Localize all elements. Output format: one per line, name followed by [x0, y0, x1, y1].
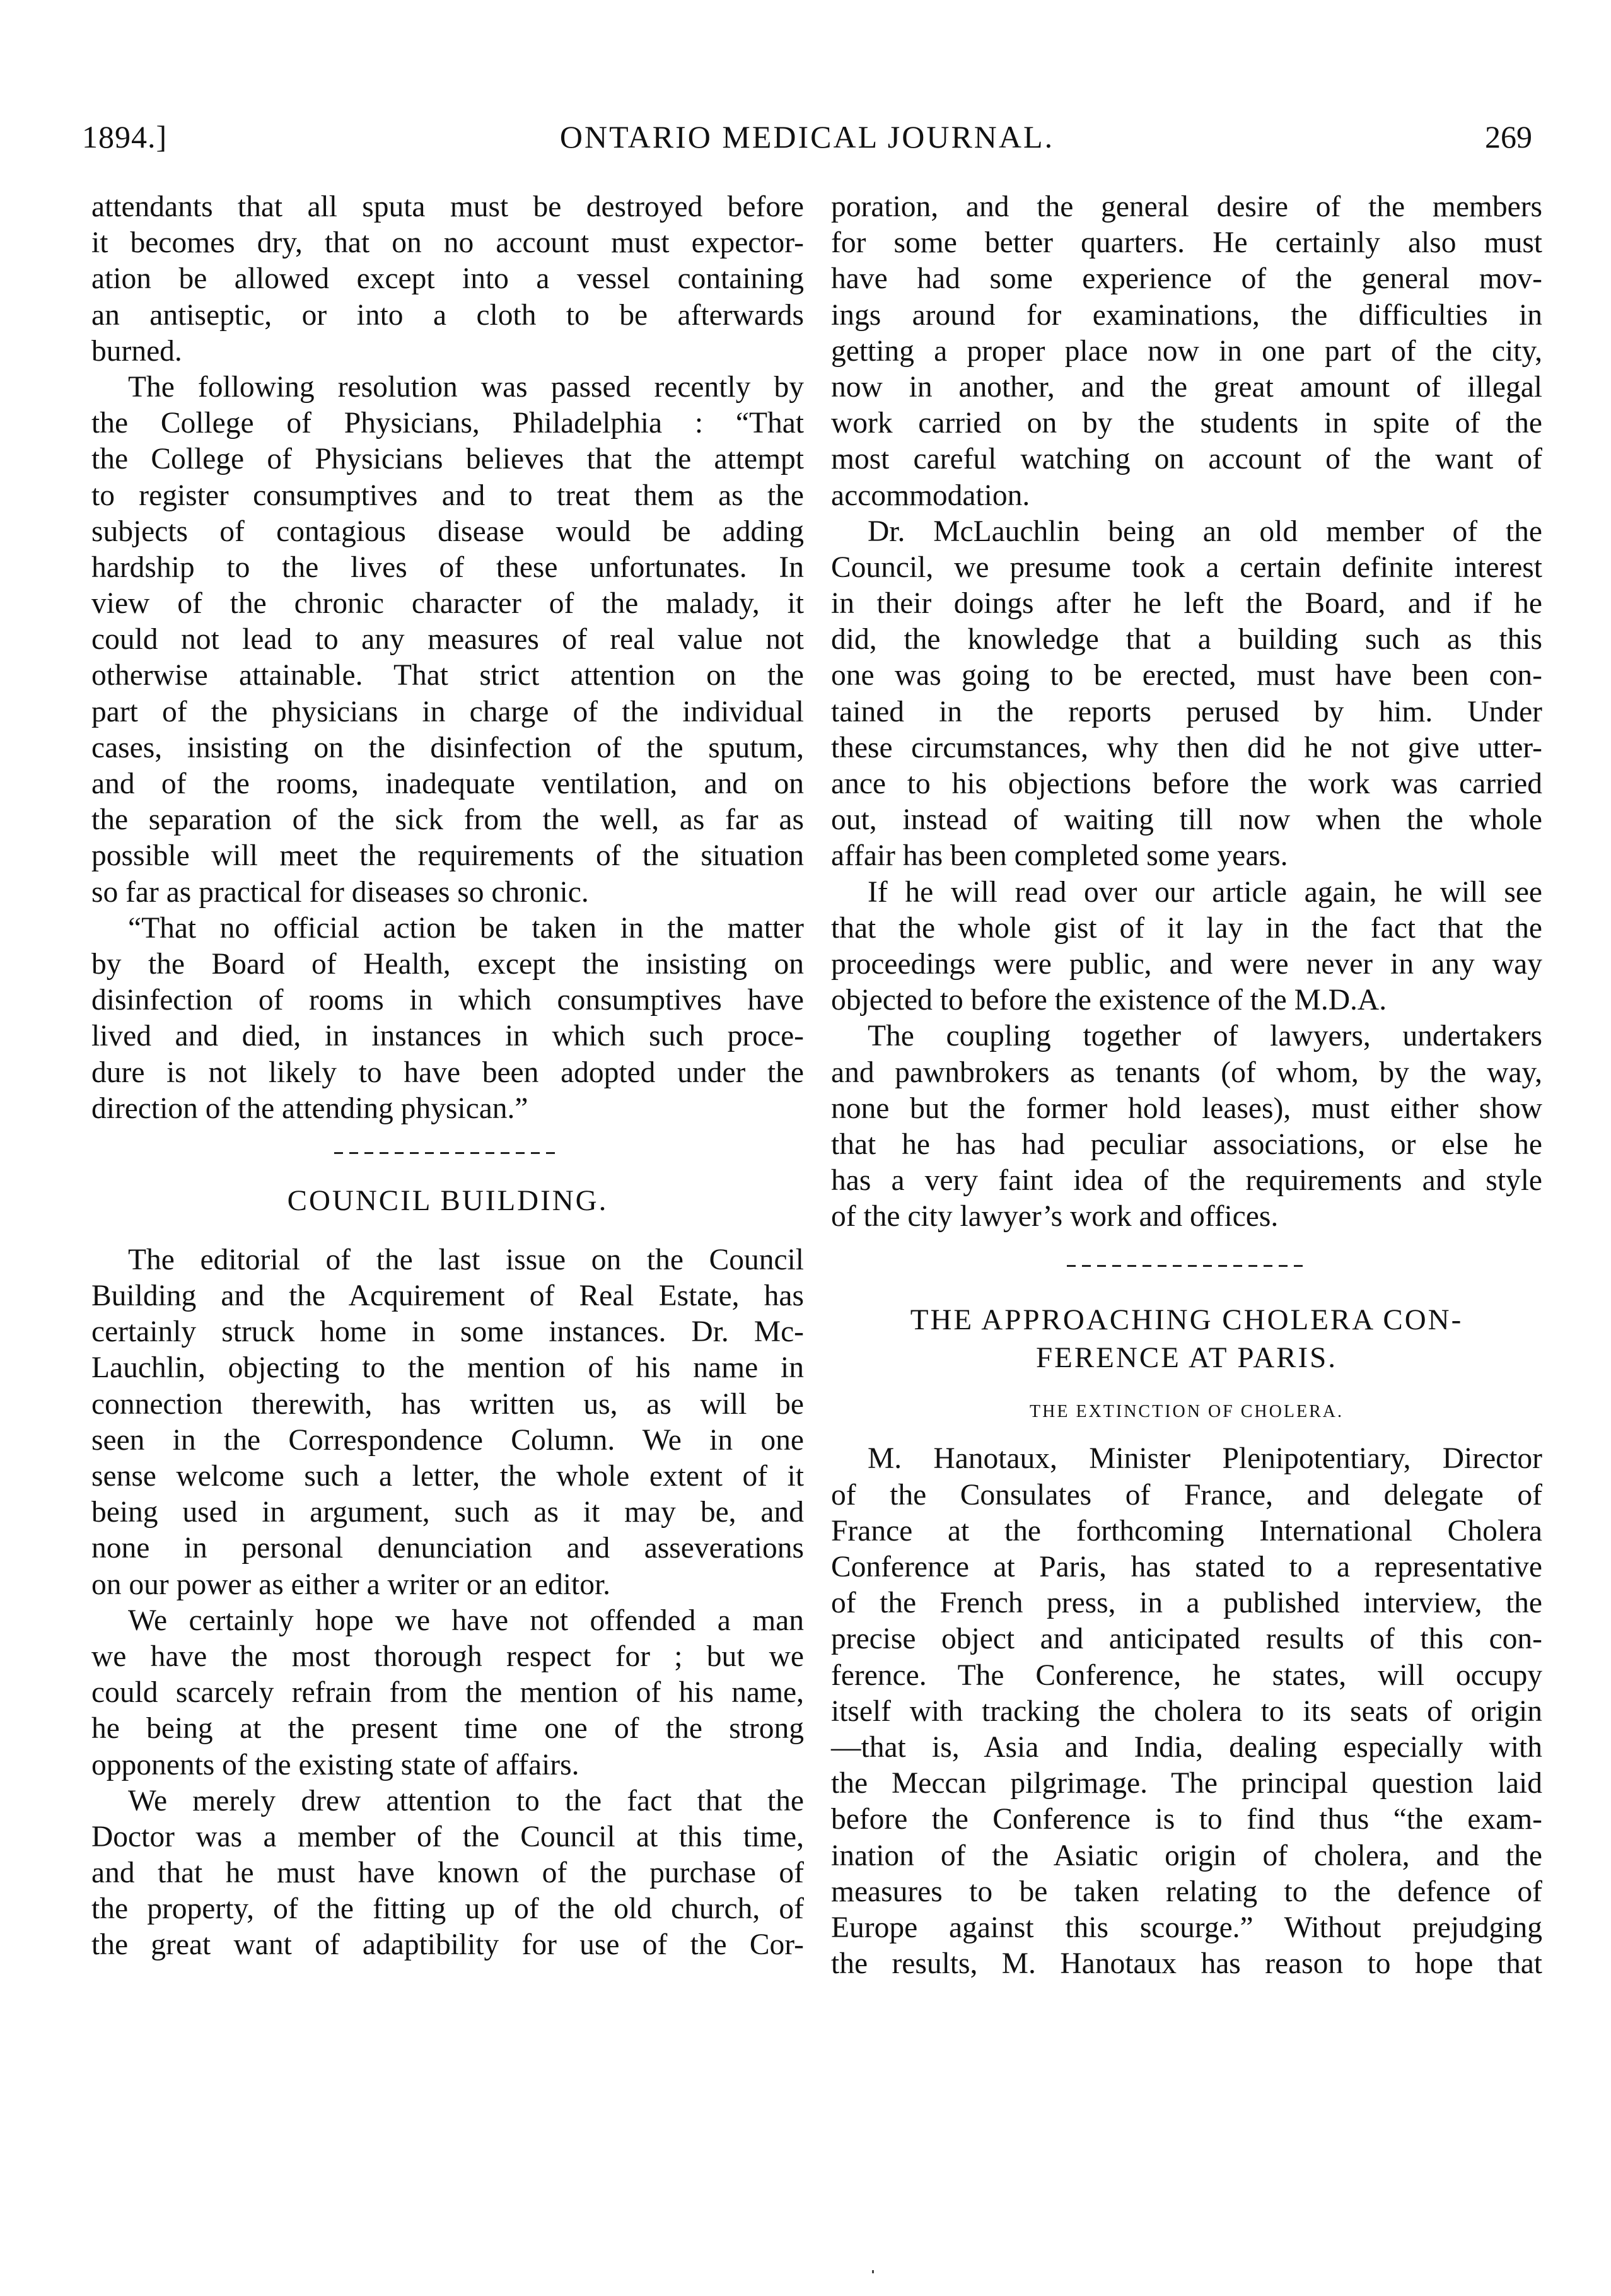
text-line: to register consumptives and to treat them as the	[91, 479, 804, 512]
text-line: could scarcely refrain from the mention of his name,	[91, 1676, 804, 1710]
paragraph	[831, 875, 1542, 1019]
text-line: for some better quarters. He certainly also must	[831, 226, 1542, 260]
text-line: that he has had peculiar associations, or else he	[831, 1128, 1542, 1161]
text-line: none but the former hold leases), must either show	[831, 1092, 1542, 1125]
text-line: and of the rooms, inadequate ventilation, and on	[91, 767, 804, 800]
text-line: ference. The Conference, he states, will occupy	[831, 1658, 1542, 1692]
text-line: ance to his objections before the work was carried	[831, 767, 1542, 800]
text-line: being used in argument, such as it may be, and	[91, 1496, 804, 1529]
text-line: getting a proper place now in one part of the city,	[831, 334, 1542, 368]
text-line: did, the knowledge that a building such as this	[831, 623, 1542, 656]
text-line: subjects of contagious disease would be adding	[91, 515, 804, 548]
journal-title: ONTARIO MEDICAL JOURNAL.	[559, 119, 1055, 154]
text-line: possible will meet the requirements of the situation	[91, 839, 804, 873]
text-line: Doctor was a member of the Council at this time,	[91, 1820, 804, 1853]
paragraph	[831, 1441, 1542, 1982]
text-line: on our power as either a writer or an editor.	[91, 1568, 611, 1601]
paragraph	[831, 514, 1542, 875]
text-line: Lauchlin, objecting to the mention of his name in	[91, 1351, 804, 1385]
text-line: burned.	[91, 334, 182, 368]
paragraph	[91, 1242, 804, 1603]
text-line: accommodation.	[831, 479, 1030, 512]
text-line: out, instead of waiting till now when the whole	[831, 803, 1542, 837]
text-line: The editorial of the last issue on the Council	[128, 1243, 804, 1276]
text-line: We certainly hope we have not offended a man	[128, 1604, 804, 1637]
text-line: ination of the Asiatic origin of cholera, and the	[831, 1839, 1542, 1872]
sub-heading-extinction-of-cholera: THE EXTINCTION OF CHOLERA.	[1030, 1402, 1344, 1422]
heading-line: THE APPROACHING CHOLERA CON-	[910, 1303, 1463, 1337]
paragraph	[91, 1603, 804, 1783]
text-line: has a very faint idea of the requirements and style	[831, 1164, 1542, 1198]
page-number: 269	[1485, 119, 1532, 154]
text-line: We merely drew attention to the fact that the	[128, 1784, 804, 1817]
text-line: itself with tracking the cholera to its seats of origin	[831, 1694, 1542, 1728]
text-line: cases, insisting on the disinfection of the sputum,	[91, 731, 804, 764]
text-line: the great want of adaptibility for use of the Cor-	[91, 1928, 804, 1962]
text-line: of the French press, in a published interview, the	[831, 1587, 1542, 1620]
text-line: The coupling together of lawyers, undertakers	[868, 1020, 1542, 1053]
text-line: the separation of the sick from the well, as far as	[91, 803, 804, 837]
text-line: Europe against this scourge.” Without prejudging	[831, 1911, 1542, 1944]
text-line: connection therewith, has written us, as will be	[91, 1387, 804, 1421]
text-line: Building and the Acquirement of Real Estate, has	[91, 1279, 804, 1313]
text-line: hardship to the lives of these unfortunates. In	[91, 551, 804, 584]
text-line: part of the physicians in charge of the individual	[91, 695, 804, 728]
text-line: proceedings were public, and were never in any way	[831, 947, 1542, 981]
text-line: ings around for examinations, the difficulties in	[831, 298, 1542, 332]
text-line: of the city lawyer’s work and offices.	[831, 1200, 1279, 1233]
text-line: sense welcome such a letter, the whole extent of it	[91, 1460, 804, 1493]
text-line: it becomes dry, that on no account must expector-	[91, 226, 804, 260]
text-line: tained in the reports perused by him. Under	[831, 695, 1542, 728]
text-line: and that he must have known of the purchase of	[91, 1856, 804, 1890]
text-line: The following resolution was passed recently by	[128, 370, 804, 404]
text-line: opponents of the existing state of affairs.	[91, 1748, 579, 1781]
print-speck	[872, 2270, 874, 2273]
text-line: —that is, Asia and India, dealing especially with	[831, 1730, 1542, 1764]
text-line: we have the most thorough respect for ; but we	[91, 1640, 804, 1673]
section-divider	[334, 1152, 561, 1154]
text-line: measures to be taken relating to the defence of	[831, 1875, 1542, 1908]
text-line: an antiseptic, or into a cloth to be afterwards	[91, 298, 804, 332]
text-line: of the Consulates of France, and delegate of	[831, 1478, 1542, 1512]
text-line: one was going to be erected, must have been con-	[831, 659, 1542, 692]
text-line: the College of Physicians, Philadelphia : “That	[91, 407, 804, 440]
text-line: Dr. McLauchlin being an old member of the	[868, 515, 1542, 548]
text-line: the Meccan pilgrimage. The principal question laid	[831, 1767, 1542, 1800]
text-line: disinfection of rooms in which consumptives have	[91, 984, 804, 1017]
text-line: M. Hanotaux, Minister Plenipotentiary, Director	[868, 1442, 1542, 1476]
text-line: in their doings after he left the Board, and if he	[831, 587, 1542, 621]
text-line: the results, M. Hanotaux has reason to hope that	[831, 1947, 1542, 1981]
text-line: certainly struck home in some instances. Dr. Mc-	[91, 1315, 804, 1349]
right-column	[831, 189, 1542, 1982]
text-line: Council, we presume took a certain definite interest	[831, 551, 1542, 584]
text-line: so far as practical for diseases so chronic.	[91, 875, 589, 909]
text-line: view of the chronic character of the malady, it	[91, 587, 804, 621]
text-line: seen in the Correspondence Column. We in one	[91, 1423, 804, 1457]
text-line: and pawnbrokers as tenants (of whom, by the way,	[831, 1056, 1542, 1089]
section-heading-cholera-conference	[831, 1301, 1542, 1377]
text-line: precise object and anticipated results of this con-	[831, 1623, 1542, 1656]
left-column	[91, 189, 804, 1964]
text-line: “That no official action be taken in the matter	[128, 911, 804, 945]
section-divider	[1067, 1265, 1306, 1267]
header-year: 1894.]	[82, 119, 168, 154]
text-line: Conference at Paris, has stated to a representative	[831, 1551, 1542, 1583]
text-line: could not lead to any measures of real value not	[91, 623, 804, 656]
paragraph	[91, 189, 804, 370]
heading-line: FERENCE AT PARIS.	[1035, 1341, 1338, 1375]
text-line: the property, of the fitting up of the old church, of	[91, 1892, 804, 1926]
text-line: objected to before the existence of the M.D.A.	[831, 984, 1387, 1017]
text-line: dure is not likely to have been adopted under the	[91, 1056, 804, 1089]
paragraph	[831, 1018, 1542, 1235]
text-line: have had some experience of the general mov-	[831, 262, 1542, 296]
paragraph	[91, 911, 804, 1127]
text-line: direction of the attending physican.”	[91, 1092, 528, 1125]
text-line: attendants that all sputa must be destroyed before	[91, 190, 804, 223]
paragraph	[91, 370, 804, 911]
text-line: lived and died, in instances in which such proce-	[91, 1020, 804, 1053]
text-line: none in personal denunciation and asseverations	[91, 1532, 804, 1565]
text-line: by the Board of Health, except the insisting on	[91, 947, 804, 981]
running-header	[82, 119, 1532, 163]
paragraph	[831, 189, 1542, 514]
section-heading-council-building: COUNCIL BUILDING.	[287, 1184, 608, 1217]
text-line: that the whole gist of it lay in the fact that the	[831, 911, 1542, 945]
text-line: poration, and the general desire of the members	[831, 190, 1542, 223]
text-line: before the Conference is to find thus “the exam-	[831, 1803, 1542, 1836]
text-line: France at the forthcoming International Cholera	[831, 1514, 1542, 1547]
text-line: most careful watching on account of the want of	[831, 443, 1542, 476]
text-line: affair has been completed some years.	[831, 839, 1288, 873]
paragraph	[91, 1783, 804, 1964]
text-line: these circumstances, why then did he not give utter-	[831, 731, 1542, 764]
text-line: If he will read over our article again, he will see	[868, 875, 1542, 909]
text-line: otherwise attainable. That strict attention on the	[91, 659, 804, 692]
text-line: he being at the present time one of the strong	[91, 1712, 804, 1745]
text-line: the College of Physicians believes that the attempt	[91, 443, 804, 476]
text-line: ation be allowed except into a vessel containing	[91, 262, 804, 296]
text-line: now in another, and the great amount of illegal	[831, 370, 1542, 404]
text-line: work carried on by the students in spite of the	[831, 407, 1542, 440]
